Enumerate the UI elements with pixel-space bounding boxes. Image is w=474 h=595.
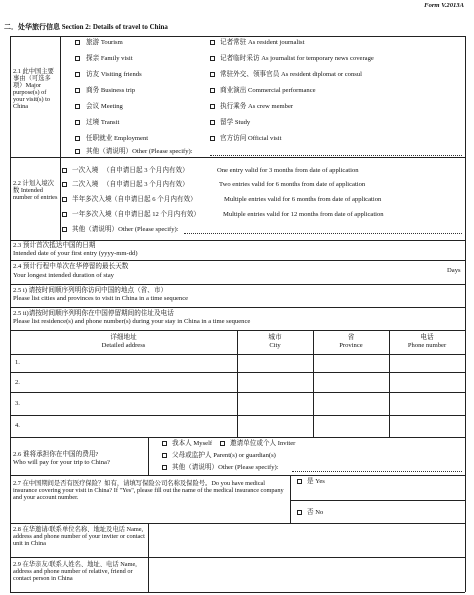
payer-option-label: 我本人 Myself bbox=[172, 440, 213, 447]
residence-row-number: 1. bbox=[15, 359, 20, 366]
purpose-option-label: 官方访问 Official visit bbox=[220, 135, 282, 142]
row-divider-2-6 bbox=[10, 475, 465, 476]
purpose-checkbox[interactable] bbox=[75, 56, 80, 61]
payer-checkbox[interactable] bbox=[220, 441, 225, 446]
entries-checkbox[interactable] bbox=[62, 197, 67, 202]
table-border-bottom bbox=[10, 592, 465, 593]
purpose-checkbox[interactable] bbox=[75, 120, 80, 125]
purpose-option-label: 探亲 Family visit bbox=[86, 55, 133, 62]
purpose-checkbox[interactable] bbox=[210, 40, 215, 45]
insurance-option-label: 否 No bbox=[307, 509, 324, 516]
entries-option-cn: 一年多次入境 bbox=[72, 211, 112, 218]
purpose-checkbox[interactable] bbox=[75, 149, 80, 154]
residence-header-phone bbox=[389, 334, 465, 349]
purpose-option-label: 任职就业 Employment bbox=[86, 135, 149, 142]
purpose-option-label: 过境 Transit bbox=[86, 119, 120, 126]
entries-option-cn: 一次入境 bbox=[72, 167, 99, 174]
purpose-checkbox[interactable] bbox=[75, 72, 80, 77]
purpose-option-label: 记者常驻 As resident journalist bbox=[220, 39, 305, 46]
purpose-checkbox[interactable] bbox=[210, 104, 215, 109]
label-divider-2-1 bbox=[60, 36, 61, 240]
purpose-label: 2.1 此中国主要事由（可选多项）Major purpose(s) of your visit(s) to China bbox=[13, 68, 54, 111]
residence-row-number: 2. bbox=[15, 379, 20, 386]
payer-checkbox[interactable] bbox=[162, 465, 167, 470]
purpose-checkbox[interactable] bbox=[210, 120, 215, 125]
entries-checkbox[interactable] bbox=[62, 212, 67, 217]
purpose-option-label: 商业演出 Commercial performance bbox=[220, 87, 316, 94]
row-divider-2-1 bbox=[10, 157, 465, 158]
purpose-option-label: 常驻外交、领事官员 As resident diplomat or consul bbox=[220, 71, 362, 78]
residence-header-phone-en: Phone number bbox=[407, 341, 447, 349]
entries-option-en: Two entries valid for 6 months from date of application bbox=[219, 181, 366, 188]
cities-label-en: Please list cities and provinces to visit in China in a time sequence bbox=[13, 295, 189, 302]
duration-label-en: Your longest intended duration of stay bbox=[13, 272, 114, 279]
row-divider-2-8 bbox=[10, 557, 465, 558]
table-border-right bbox=[465, 36, 466, 592]
purpose-checkbox[interactable] bbox=[210, 88, 215, 93]
purpose-option-label: 访友 Visiting friends bbox=[86, 71, 142, 78]
payer-label-cn: 2.6 谁将承担你在中国的费用? bbox=[13, 451, 99, 458]
row-divider-2-4 bbox=[10, 284, 465, 285]
entries-checkbox[interactable] bbox=[62, 168, 67, 173]
purpose-checkbox[interactable] bbox=[210, 136, 215, 141]
insurance-mid-line bbox=[290, 500, 465, 501]
purpose-option-label: 执行乘务 As crew member bbox=[220, 103, 294, 110]
purpose-option-label: 记者临时采访 As journalist for temporary news coverage bbox=[220, 55, 374, 62]
duration-unit: Days bbox=[447, 267, 461, 274]
insurance-divider bbox=[290, 475, 291, 523]
entries-option-note: （自申请日起 12 个月内有效） bbox=[111, 211, 201, 218]
insurance-checkbox[interactable] bbox=[297, 510, 302, 515]
table-border-left bbox=[10, 36, 11, 592]
residence-header-phone-cn: 电话 bbox=[420, 334, 434, 341]
cities-label-cn: 2.5 i) 请按时间顺序列明你访问中国的地点（省、市） bbox=[13, 287, 168, 294]
purpose-checkbox[interactable] bbox=[75, 104, 80, 109]
purpose-other-input[interactable] bbox=[210, 155, 462, 156]
entries-checkbox[interactable] bbox=[62, 182, 67, 187]
purpose-option-label: 商务 Business trip bbox=[86, 87, 136, 94]
payer-label-divider bbox=[148, 437, 149, 475]
purpose-option-label: 会议 Meeting bbox=[86, 103, 123, 110]
payer-option-label: 父母或监护人 Parent(s) or guardian(s) bbox=[172, 452, 276, 459]
payer-option-label: 邀请单位或个人 Inviter bbox=[230, 440, 296, 447]
purpose-option-label: 留学 Study bbox=[220, 119, 251, 126]
entries-option-en: Multiple entries valid for 6 months from date of application bbox=[224, 196, 382, 203]
inviter-label: 2.8 在华邀请/联系单位名称、地址及电话 Name, address and phone number of your inviter or contact unit in China bbox=[13, 526, 145, 548]
contact-label: 2.9 在华亲友/联系人姓名、地址、电话 Name, address and phone number of relative, friend or contact person in China bbox=[13, 561, 137, 583]
purpose-checkbox[interactable] bbox=[75, 136, 80, 141]
entries-other-input[interactable] bbox=[184, 233, 462, 234]
arrival-label-cn: 2.3 预计首次抵达中国的日期 bbox=[13, 242, 96, 249]
residence-header-province-en: Province bbox=[339, 341, 363, 349]
row-divider-2-2 bbox=[10, 240, 465, 241]
residence-header-address-en: Detailed address bbox=[101, 341, 146, 349]
duration-label-cn: 2.4 预计行程中单次在华停留的最长天数 bbox=[13, 263, 129, 270]
residence-header-province bbox=[313, 334, 389, 349]
section-title: 二．处华旅行信息 Section 2: Details of travel to China bbox=[4, 23, 168, 31]
entries-option-note: （自申请日起 6 个月内有效） bbox=[111, 196, 197, 203]
residence-header-city-en: City bbox=[269, 341, 281, 349]
insurance-checkbox[interactable] bbox=[297, 479, 302, 484]
arrival-label-en: Intended date of your first entry (yyyy-mm-dd) bbox=[13, 250, 138, 257]
entries-option-cn: 二次入境 bbox=[72, 181, 99, 188]
residence-row-number: 3. bbox=[15, 400, 20, 407]
residence-row-number: 4. bbox=[15, 422, 20, 429]
residence-label-cn: 2.5 ii)请按时间顺序列明你在中国停留期间的住址及电话 bbox=[13, 310, 174, 317]
payer-checkbox[interactable] bbox=[162, 441, 167, 446]
form-id: Form V.2013A bbox=[424, 2, 464, 9]
purpose-checkbox[interactable] bbox=[210, 56, 215, 61]
purpose-checkbox[interactable] bbox=[75, 40, 80, 45]
payer-other-input[interactable] bbox=[292, 471, 462, 472]
payer-checkbox[interactable] bbox=[162, 453, 167, 458]
entries-option-cn: 半年多次入境 bbox=[72, 196, 112, 203]
payer-label-en: Who will pay for your trip to China? bbox=[13, 459, 110, 466]
insurance-label: 2.7 在中国期间是否有医疗保险？如有，请填写保险公司名称及保险号。Do you have medical insurance covering your visit in China? If "Yes", please fill out the name of the medical insurance company and your account number. bbox=[13, 480, 284, 502]
residence-header-address-cn: 详细地址 bbox=[110, 334, 137, 341]
entries-other-label: 其他（请说明）Other (Please specify): bbox=[72, 226, 179, 233]
payer-other-label: 其他（请说明）Other (Please specify): bbox=[172, 464, 279, 471]
entries-option-note: （自申请日起 3 个月内有效） bbox=[103, 167, 189, 174]
residence-header-city bbox=[237, 334, 313, 349]
purpose-checkbox[interactable] bbox=[75, 88, 80, 93]
residence-header-address bbox=[10, 334, 237, 349]
table-border-top bbox=[10, 36, 465, 37]
residence-header-city-cn: 城市 bbox=[268, 334, 282, 341]
entries-checkbox[interactable] bbox=[62, 227, 67, 232]
residence-row-line-4 bbox=[10, 437, 465, 438]
row-divider-2-7 bbox=[10, 523, 465, 524]
entries-label: 2.2 计划入境次数 Intended number of entries bbox=[13, 180, 58, 202]
entries-option-en: One entry valid for 3 months from date of application bbox=[217, 167, 359, 174]
row-divider-2-5i bbox=[10, 307, 465, 308]
entries-option-en: Multiple entries valid for 12 months from date of application bbox=[223, 211, 384, 218]
entries-option-note: （自申请日起 3 个月内有效） bbox=[103, 181, 189, 188]
residence-header-province-cn: 省 bbox=[347, 334, 355, 341]
purpose-other-label: 其他（请说明）Other (Please specify): bbox=[86, 148, 193, 155]
purpose-option-label: 旅游 Tourism bbox=[86, 39, 123, 46]
purpose-checkbox[interactable] bbox=[210, 72, 215, 77]
residence-label-en: Please list residence(s) and phone number(s) during your stay in China in a time sequence bbox=[13, 318, 251, 325]
row-divider-2-3 bbox=[10, 260, 465, 261]
insurance-option-label: 是 Yes bbox=[307, 478, 325, 485]
